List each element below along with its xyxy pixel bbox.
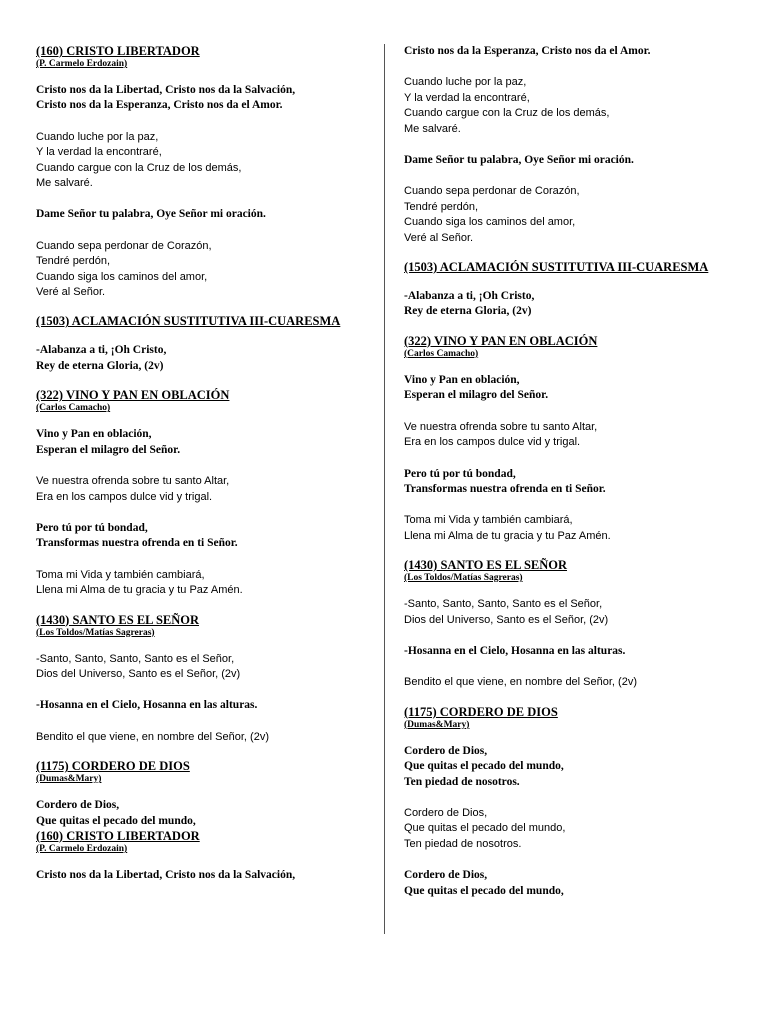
chorus-line: Cristo nos da la Esperanza, Cristo nos da el Amor.	[36, 99, 283, 112]
verse-line: Dios del Universo, Santo es el Señor, (2v)	[404, 613, 609, 626]
right-column	[404, 44, 744, 899]
song-author: (Dumas&Mary)	[404, 719, 470, 730]
chorus-line: Esperan el milagro del Señor.	[36, 443, 181, 456]
song-title: (1175) CORDERO DE DIOS	[36, 759, 190, 774]
verse-line: Y la verdad la encontraré,	[404, 91, 530, 104]
verse-line: Y la verdad la encontraré,	[36, 146, 162, 159]
chorus-line: Transformas nuestra ofrenda en ti Señor.	[404, 482, 606, 495]
verse-line: Ten piedad de nosotros.	[404, 837, 522, 850]
song-title: (160) CRISTO LIBERTADOR	[36, 44, 200, 58]
song-author: (Los Toldos/Matías Sagreras)	[36, 627, 155, 638]
chorus-line: Pero tú por tú bondad,	[36, 521, 148, 534]
refrain-line: Dame Señor tu palabra, Oye Señor mi oración.	[36, 208, 266, 221]
verse-line: Cuando sepa perdonar de Corazón,	[404, 185, 580, 198]
chorus-line: Que quitas el pecado del mundo,	[404, 884, 564, 897]
chorus-line: Vino y Pan en oblación,	[36, 428, 152, 441]
song-title: (1430) SANTO ES EL SEÑOR	[36, 612, 200, 627]
verse-line: Toma mi Vida y también cambiará,	[404, 514, 573, 527]
verse-line: Bendito el que viene, en nombre del Señor, (2v)	[404, 676, 637, 689]
verse-line: Me salvaré.	[404, 122, 461, 135]
chorus-line: Rey de eterna Gloria, (2v)	[404, 305, 532, 318]
verse-line: Toma mi Vida y también cambiará,	[36, 568, 205, 581]
verse-line: Cuando cargue con la Cruz de los demás,	[404, 107, 610, 120]
verse-line: Veré al Señor.	[36, 286, 106, 299]
left-column	[36, 44, 371, 883]
chorus-line: Cordero de Dios,	[36, 799, 120, 812]
chorus-line: -Hosanna en el Cielo, Hosanna en las alturas.	[404, 644, 626, 657]
refrain-line: Dame Señor tu palabra, Oye Señor mi oración.	[404, 154, 634, 167]
song-author: (P. Carmelo Erdozain)	[36, 843, 128, 854]
verse-line: Cuando siga los caminos del amor,	[404, 216, 576, 229]
song-title: (1175) CORDERO DE DIOS	[404, 704, 558, 719]
verse-line: -Santo, Santo, Santo, Santo es el Señor,	[404, 598, 603, 611]
verse-line: Dios del Universo, Santo es el Señor, (2v)	[36, 667, 241, 680]
verse-line: Cuando cargue con la Cruz de los demás,	[36, 161, 242, 174]
song-title: (160) CRISTO LIBERTADOR	[36, 828, 200, 843]
chorus-line: Rey de eterna Gloria, (2v)	[36, 359, 164, 372]
chorus-line: Cristo nos da la Libertad, Cristo nos da la Salvación,	[36, 84, 296, 96]
chorus-line: -Alabanza a ti, ¡Oh Cristo,	[36, 344, 167, 357]
song-title: (322) VINO Y PAN EN OBLACIÓN	[404, 333, 598, 348]
chorus-line: Transformas nuestra ofrenda en ti Señor.	[36, 537, 238, 550]
song-author: (Dumas&Mary)	[36, 774, 102, 785]
song-author: (Los Toldos/Matías Sagreras)	[404, 573, 523, 584]
song-author: (Carlos Camacho)	[404, 348, 479, 359]
verse-line: Era en los campos dulce vid y trigal.	[404, 436, 581, 449]
verse-line: Era en los campos dulce vid y trigal.	[36, 490, 213, 503]
verse-line: Bendito el que viene, en nombre del Señor, (2v)	[36, 730, 269, 743]
chorus-line: -Hosanna en el Cielo, Hosanna en las alturas.	[36, 699, 258, 712]
chorus-line: Cristo nos da la Esperanza, Cristo nos da el Amor.	[404, 45, 651, 57]
song-author: (Carlos Camacho)	[36, 403, 111, 414]
verse-line: Veré al Señor.	[404, 231, 474, 244]
song-author: (P. Carmelo Erdozain)	[36, 59, 128, 69]
chorus-line: Cristo nos da la Libertad, Cristo nos da la Salvación,	[36, 868, 296, 881]
chorus-line: Vino y Pan en oblación,	[404, 373, 520, 386]
verse-line: Cuando siga los caminos del amor,	[36, 270, 208, 283]
song-title: (1430) SANTO ES EL SEÑOR	[404, 558, 568, 573]
verse-line: Cuando sepa perdonar de Corazón,	[36, 239, 212, 252]
verse-line: Cuando luche por la paz,	[36, 130, 159, 143]
verse-line: Cordero de Dios,	[404, 806, 488, 819]
chorus-line: Cordero de Dios,	[404, 744, 488, 757]
column-divider	[384, 44, 385, 934]
verse-line: Ve nuestra ofrenda sobre tu santo Altar,	[36, 475, 230, 488]
chorus-line: Que quitas el pecado del mundo,	[36, 814, 196, 827]
verse-line: -Santo, Santo, Santo, Santo es el Señor,	[36, 652, 235, 665]
verse-line: Me salvaré.	[36, 177, 93, 190]
song-title: (1503) ACLAMACIÓN SUSTITUTIVA III-CUARESMA	[404, 260, 709, 275]
chorus-line: Que quitas el pecado del mundo,	[404, 760, 564, 773]
chorus-line: -Alabanza a ti, ¡Oh Cristo,	[404, 290, 535, 303]
chorus-line: Ten piedad de nosotros.	[404, 775, 520, 788]
verse-line: Tendré perdón,	[404, 200, 478, 213]
chorus-line: Pero tú por tú bondad,	[404, 467, 516, 480]
verse-line: Cuando luche por la paz,	[404, 76, 527, 89]
song-title: (1503) ACLAMACIÓN SUSTITUTIVA III-CUARESMA	[36, 314, 341, 329]
verse-line: Tendré perdón,	[36, 255, 110, 268]
song-title: (322) VINO Y PAN EN OBLACIÓN	[36, 388, 230, 403]
verse-line: Que quitas el pecado del mundo,	[404, 822, 566, 835]
verse-line: Llena mi Alma de tu gracia y tu Paz Amén.	[404, 529, 611, 542]
verse-line: Llena mi Alma de tu gracia y tu Paz Amén.	[36, 584, 243, 597]
chorus-line: Esperan el milagro del Señor.	[404, 389, 549, 402]
verse-line: Ve nuestra ofrenda sobre tu santo Altar,	[404, 420, 598, 433]
chorus-line: Cordero de Dios,	[404, 869, 488, 882]
